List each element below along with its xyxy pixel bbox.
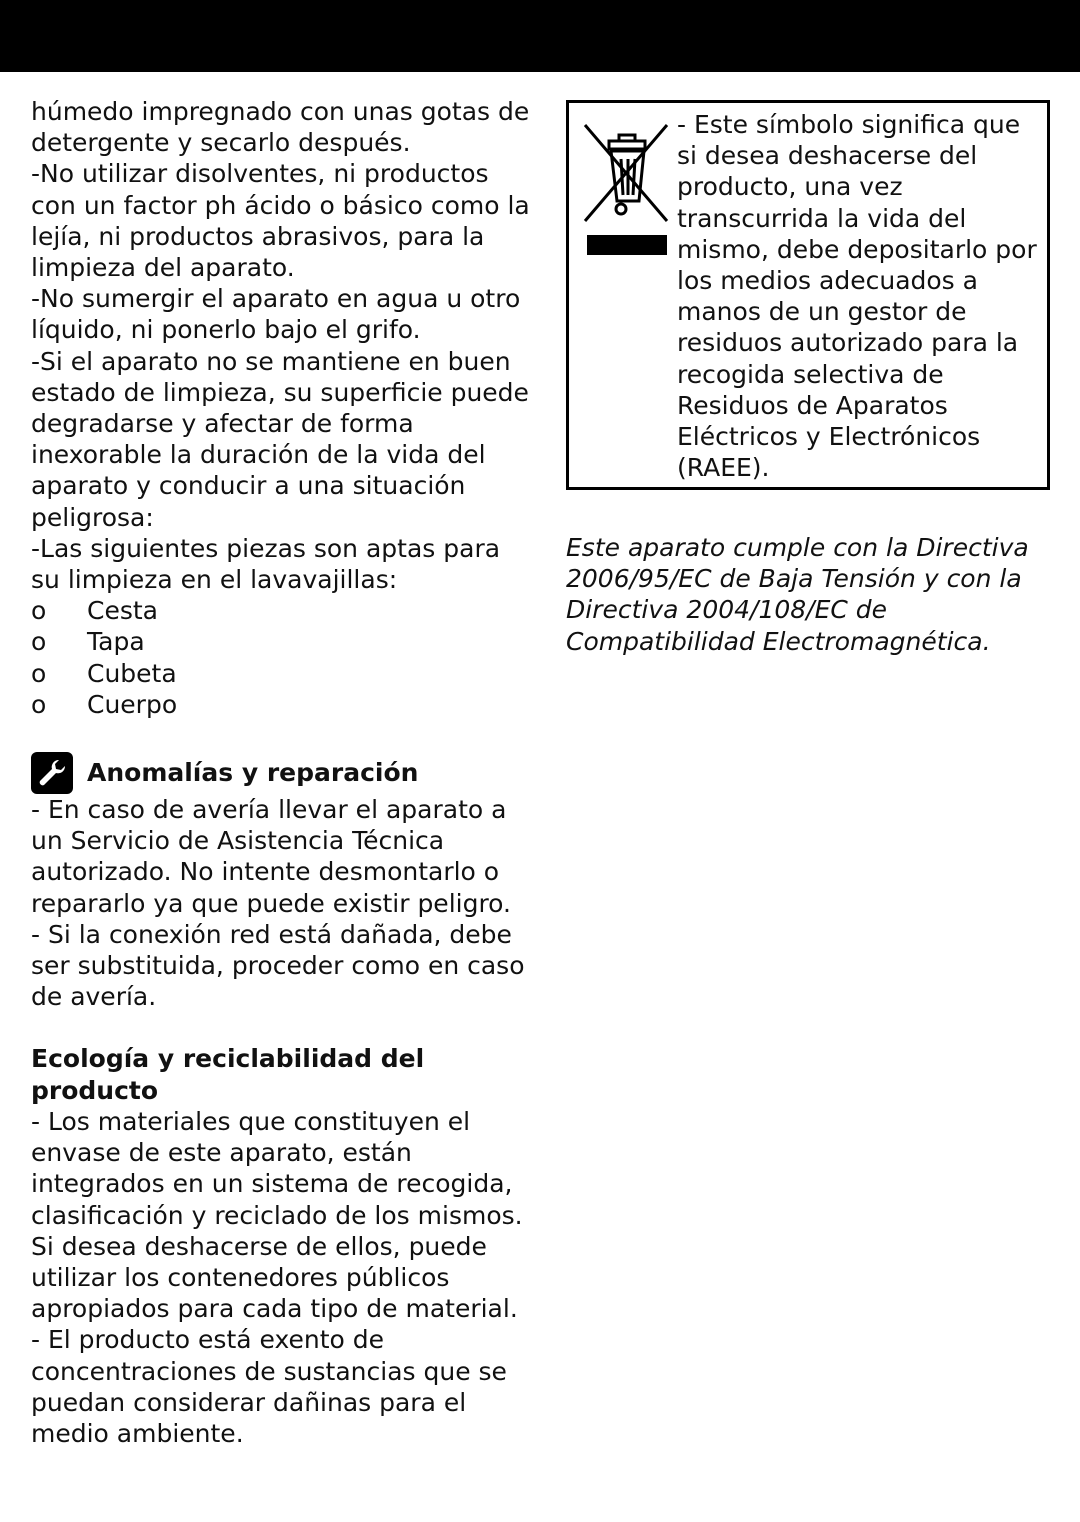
- list-item: [31, 658, 531, 689]
- paragraph-cleaning-end: húmedo impregnado con unas gotas de detergente y secarlo después.: [31, 97, 530, 158]
- ecology-section-title: Ecología y reciclabilidad del producto: [31, 1044, 425, 1105]
- bullet: o: [31, 658, 47, 688]
- paragraph-harmful-substances: - El producto está exento de concentraciones de sustancias que se puedan considerar dañinas para el medio ambiente.: [31, 1325, 507, 1448]
- repair-section-title: Anomalías y reparación: [87, 758, 419, 788]
- list-item: [31, 626, 531, 657]
- paragraph-packaging-materials: - Los materiales que constituyen el envase de este aparato, están integrados en un sistema de recogida, clasificación y reciclado de los mismos. Si desea deshacerse de ellos, puede utilizar los contenedores públicos apropiados para cada tipo de material.: [31, 1106, 523, 1324]
- paragraph-cord-damaged: - Si la conexión red está dañada, debe ser substituida, proceder como en caso de avería.: [31, 919, 525, 1012]
- list-item: [31, 689, 531, 720]
- bullet: o: [31, 627, 47, 657]
- list-item-label: Cubeta: [87, 658, 177, 688]
- raee-notice-box: [566, 100, 1050, 490]
- dishwasher-parts-list: [31, 595, 531, 720]
- wrench-icon: [31, 752, 73, 794]
- list-item: [31, 595, 531, 626]
- header-bar: [0, 0, 1080, 72]
- left-column: [31, 96, 531, 1449]
- bullet: o: [31, 689, 47, 719]
- crossed-out-wheelie-bin-icon: [581, 117, 671, 257]
- right-column: [566, 100, 1050, 657]
- directive-compliance-text: Este aparato cumple con la Directiva 2006/95/EC de Baja Tensión y con la Directiva 2004/108/EC de Compatibilidad Electromagnética.: [566, 533, 1029, 656]
- paragraph-no-submerge: -No sumergir el aparato en agua u otro líquido, ni ponerlo bajo el grifo.: [31, 284, 521, 345]
- repair-heading-row: [31, 752, 531, 794]
- list-item-label: Cuerpo: [87, 689, 178, 719]
- paragraph-dishwasher-parts: -Las siguientes piezas son aptas para su limpieza en el lavavajillas:: [31, 533, 501, 595]
- paragraph-cleanliness-warning: -Si el aparato no se mantiene en buen estado de limpieza, su superficie puede degradarse y afectar de forma inexorable la duración de la vida del aparato y conducir a una situación peligrosa:: [31, 346, 529, 532]
- list-item-label: Tapa: [87, 627, 145, 657]
- bullet: o: [31, 596, 47, 626]
- paragraph-no-solvents: -No utilizar disolventes, ni productos con un factor ph ácido o básico como la lejía, ni productos abrasivos, para la limpieza del aparato.: [31, 159, 530, 283]
- list-item-label: Cesta: [87, 596, 158, 626]
- paragraph-repair-service: - En caso de avería llevar el aparato a un Servicio de Asistencia Técnica autorizado. No intente desmontarlo o repararlo ya que puede existir peligro.: [31, 795, 511, 918]
- raee-notice-text: - Este símbolo significa que si desea deshacerse del producto, una vez transcurrida la vida del mismo, debe depositarlo por los medios adecuados a manos de un gestor de residuos autorizado para la recogida selectiva de Residuos de Aparatos Eléctricos y Electrónicos (RAEE).: [677, 110, 1037, 483]
